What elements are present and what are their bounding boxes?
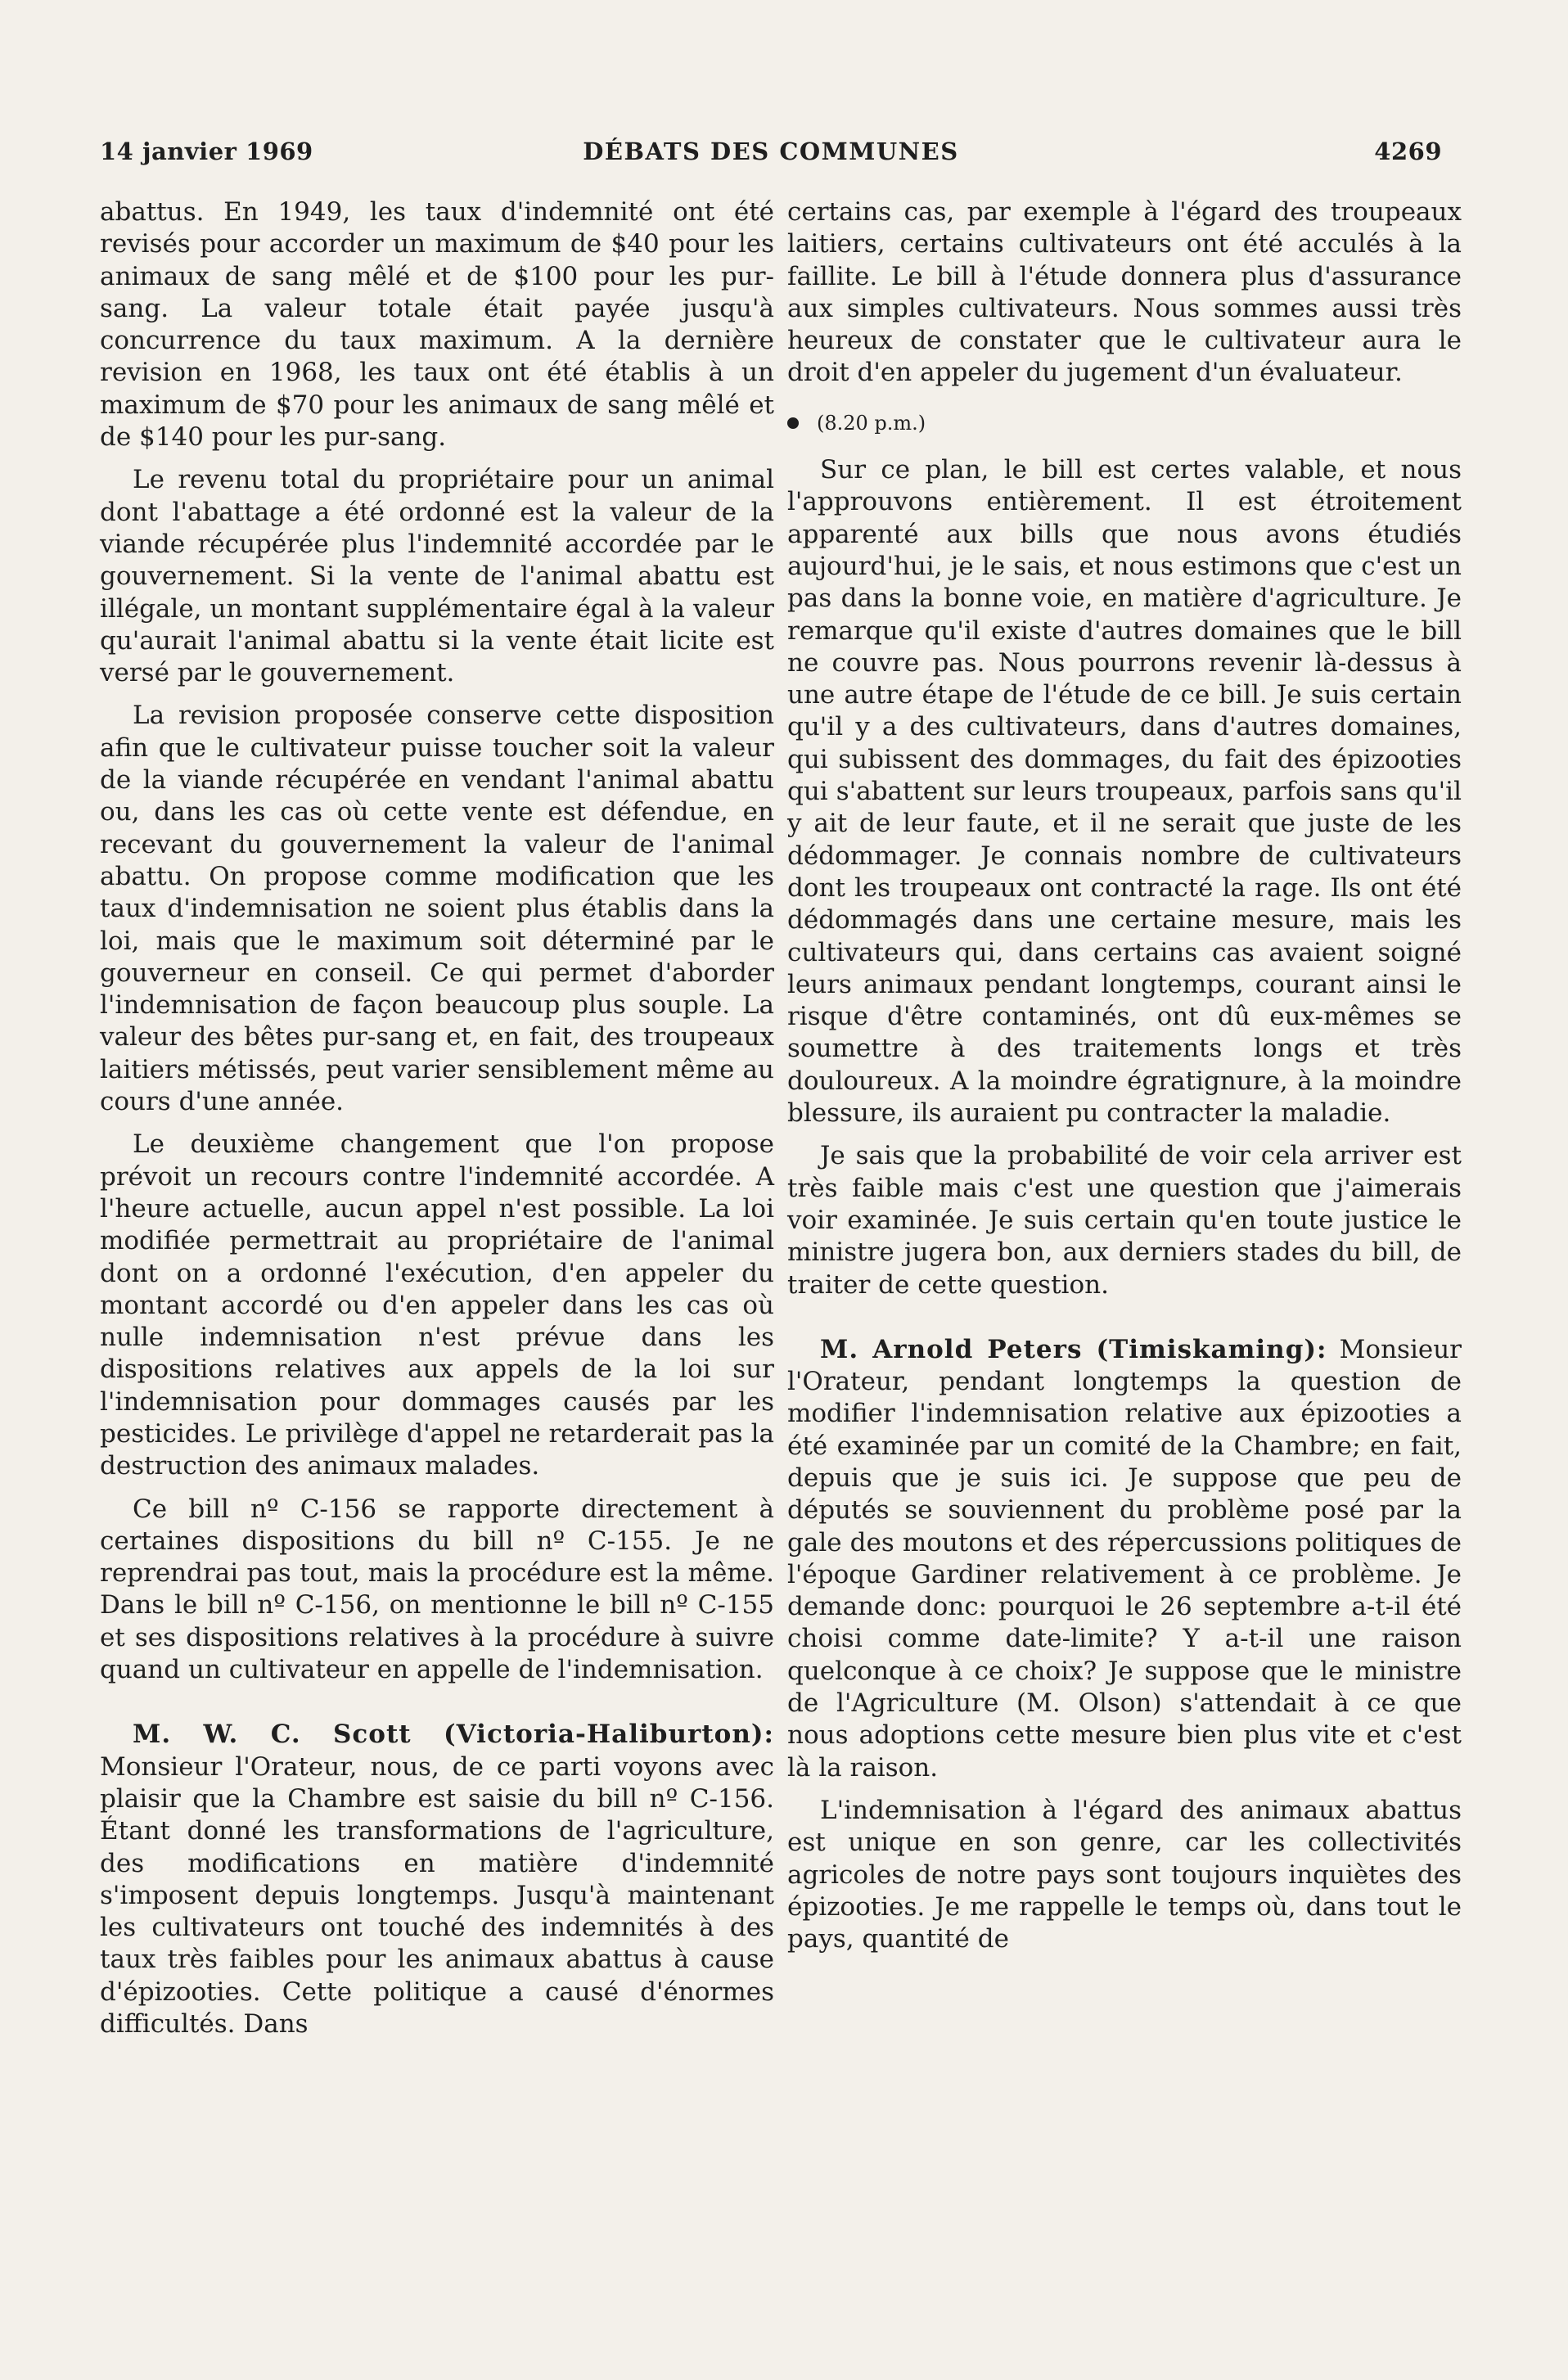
header-date: 14 janvier 1969	[100, 137, 313, 165]
page-number: 4269	[1374, 137, 1442, 165]
page-header	[100, 137, 1442, 175]
left-column	[100, 196, 774, 2040]
paragraph: Sur ce plan, le bill est certes valable, et nous l'approuvons entièrement. Il est étroitement apparenté aux bills que nous avons étudiés aujourd'hui, je le sais, et nous estimons que c'est un pas dans la bonne voie, en matière d'agriculture. Je remarque qu'il existe d'autres domaines que le bill ne couvre pas. Nous pourrons revenir là-dessus à une autre étape de l'étude de ce bill. Je suis certain qu'il y a des cultivateurs, dans d'autres domaines, qui subissent des dommages, du fait des épizooties qui s'abattent sur leurs troupeaux, parfois sans qu'il y ait de leur faute, et il ne serait que juste de les dédommager. Je connais nombre de cultivateurs dont les troupeaux ont contracté la rage. Ils ont été dédommagés dans une certaine mesure, mais les cultivateurs qui, dans certains cas avaient soigné leurs animaux pendant longtemps, courant ainsi le risque d'être contaminés, ont dû eux-mêmes se soumettre à des traitements longs et très douloureux. A la moindre égratignure, à la moindre blessure, ils auraient pu contracter la maladie.	[787, 455, 1462, 1129]
paragraph: La revision proposée conserve cette disposition afin que le cultivateur puisse toucher soit la valeur de la viande récupérée en vendant l'animal abattu ou, dans les cas où cette vente est défendue, en recevant du gouvernement la valeur de l'animal abattu. On propose comme modification que les taux d'indemnisation ne soient plus établis dans la loi, mais que le maximum soit déterminé par le gouverneur en conseil. Ce qui permet d'aborder l'indemnisation de façon beaucoup plus souple. La valeur des bêtes pur-sang et, en fait, des troupeaux laitiers métissés, peut varier sensiblement même au cours d'une année.	[100, 701, 774, 1117]
speech-paragraph	[100, 1719, 774, 2040]
speech-text: Monsieur l'Orateur, pendant longtemps la question de modifier l'indemnisation relative aux épizooties a été examinée par un comité de la Chambre; en fait, depuis que je suis ici. Je suppose que peu de députés se souviennent du problème posé par la gale des moutons et des répercussions politiques de l'époque Gardiner relativement à ce problème. Je demande donc: pourquoi le 26 septembre a-t-il été choisi comme date-limite? Y a-t-il une raison quelconque à ce choix? Je suppose que le ministre de l'Agriculture (M. Olson) s'attendait à ce que nous adoptions cette mesure bien plus vite et c'est là la raison.	[787, 1334, 1462, 1783]
time-marker	[787, 408, 1462, 439]
paragraph: Ce bill nº C-156 se rapporte directement à certaines dispositions du bill nº C-155. Je ne reprendrai pas tout, mais la procédure est la même. Dans le bill nº C-156, on mentionne le bill nº C-155 et ses dispositions relatives à la procédure à suivre quand un cultivateur en appelle de l'indemnisation.	[100, 1494, 774, 1685]
paragraph: Le deuxième changement que l'on propose prévoit un recours contre l'indemnité accordée. A l'heure actuelle, aucun appel n'est possible. La loi modifiée permettrait au propriétaire de l'animal dont on a ordonné l'exécution, d'en appeler du montant accordé ou d'en appeler dans les cas où nulle indemnisation n'est prévue dans les dispositions relatives aux appels de la loi sur l'indemnisation pour dommages causés par les pesticides. Le privilège d'appel ne retarderait pas la destruction des animaux malades.	[100, 1129, 774, 1481]
speaker-name: M. W. C. Scott (Victoria-Haliburton):	[133, 1720, 774, 1750]
speech-text: Monsieur l'Orateur, nous, de ce parti voyons avec plaisir que la Chambre est saisie du bill nº C-156. Étant donné les transformations de l'agriculture, des modifications en matière d'indemnité s'imposent depuis longtemps. Jusqu'à maintenant les cultivateurs ont touché des indemnités à des taux très faibles pour les animaux abattus à cause d'épizooties. Cette politique a causé d'énormes difficultés. Dans	[100, 1751, 774, 2040]
paragraph: Je sais que la probabilité de voir cela arriver est très faible mais c'est une question que j'aimerais voir examinée. Je suis certain qu'en toute justice le ministre jugera bon, aux derniers stades du bill, de traiter de cette question.	[787, 1141, 1462, 1300]
paragraph: Le revenu total du propriétaire pour un animal dont l'abattage a été ordonné est la valeur de la viande récupérée plus l'indemnité accordée par le gouvernement. Si la vente de l'animal abattu est illégale, un montant supplémentaire égal à la valeur qu'aurait l'animal abattu si la vente était licite est versé par le gouvernement.	[100, 465, 774, 688]
timestamp: (8.20 p.m.)	[817, 411, 926, 435]
speech-paragraph	[787, 1334, 1462, 1784]
header-title: DÉBATS DES COMMUNES	[583, 137, 959, 165]
speaker-name: M. Arnold Peters (Timiskaming):	[820, 1334, 1327, 1364]
right-column	[787, 196, 1462, 1955]
paragraph: certains cas, par exemple à l'égard des troupeaux laitiers, certains cultivateurs ont été acculés à la faillite. Le bill à l'étude donnera plus d'assurance aux simples cultivateurs. Nous sommes aussi très heureux de constater que le cultivateur aura le droit d'en appeler du jugement d'un évaluateur.	[787, 197, 1462, 388]
bullet-icon	[787, 417, 799, 429]
paragraph: abattus. En 1949, les taux d'indemnité ont été revisés pour accorder un maximum de $40 pour les animaux de sang mêlé et de $100 pour les pur-sang. La valeur totale était payée jusqu'à concurrence du taux maximum. A la dernière revision en 1968, les taux ont été établis à un maximum de $70 pour les animaux de sang mêlé et de $140 pour les pur-sang.	[100, 197, 774, 453]
paragraph: L'indemnisation à l'égard des animaux abattus est unique en son genre, car les collectivités agricoles de notre pays sont toujours inquiètes des épizooties. Je me rappelle le temps où, dans tout le pays, quantité de	[787, 1795, 1462, 1954]
